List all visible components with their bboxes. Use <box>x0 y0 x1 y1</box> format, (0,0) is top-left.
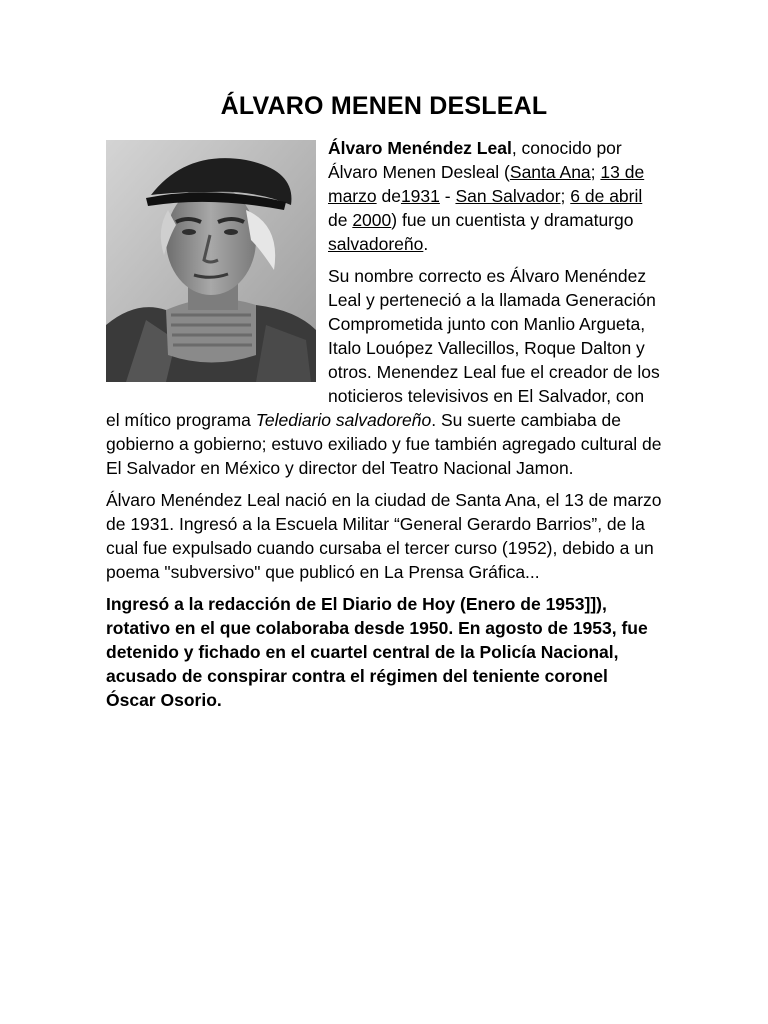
document-page <box>106 90 662 720</box>
link-santa-ana[interactable]: Santa Ana <box>509 162 591 182</box>
portrait-illustration <box>106 140 316 382</box>
link-13-de-marzo[interactable]: 13 de marzo <box>328 162 645 206</box>
biography-text: Su nombre correcto es Álvaro Menéndez Leal y perteneció a la llamada Generación Comprometida junto con Manlio Argueta, Italo Louópez Vallecillos, Roque Dalton y otros. Menendez Leal fue el creador de los noticieros televisivos en El Salvador, con el mítico programa <box>106 266 660 430</box>
intro-text: . <box>423 234 429 254</box>
intro-text: , conocido por Álvaro Menen Desleal ( <box>328 138 622 182</box>
link-san-salvador[interactable]: San Salvador <box>455 186 561 206</box>
intro-text: de <box>376 186 401 206</box>
career-paragraph: Ingresó a la redacción de El Diario de Hoy (Enero de 1953]]), rotativo en el que colaboraba desde 1950. En agosto de 1953, fue detenido y fichado en el cuartel central de la Policía Nacional, acusado de conspirar contra el régimen del teniente coronel Óscar Osorio. <box>106 594 648 710</box>
link-2000[interactable]: 2000 <box>352 210 392 230</box>
link-1931[interactable]: 1931 <box>400 186 440 206</box>
telediario-title: Telediario salvadoreño <box>255 410 432 430</box>
portrait-photo <box>106 140 316 382</box>
intro-text: de <box>328 210 353 230</box>
intro-text: ; <box>560 186 571 206</box>
document-title: ÁLVARO MENEN DESLEAL <box>220 92 548 120</box>
link-salvadoreno[interactable]: salvadoreño <box>328 234 424 254</box>
intro-text: ; <box>590 162 601 182</box>
subject-name: Álvaro Menéndez Leal <box>328 138 512 158</box>
intro-text: ) fue un cuentista y dramaturgo <box>391 210 634 230</box>
intro-text: - <box>439 186 456 206</box>
birth-paragraph: Álvaro Menéndez Leal nació en la ciudad de Santa Ana, el 13 de marzo de 1931. Ingresó a la Escuela Militar “General Gerardo Barrios”, de la cual fue expulsado cuando cursaba el tercer curso (1952), debido a un poema "subversivo" que publicó en La Prensa Gráfica... <box>106 490 662 582</box>
biography-text: . Su suerte cambiaba de gobierno a gobierno; estuvo exiliado y fue también agregado cultural de El Salvador en México y director del Teatro Nacional Jamon. <box>106 410 662 478</box>
link-6-de-abril[interactable]: 6 de abril <box>570 186 643 206</box>
